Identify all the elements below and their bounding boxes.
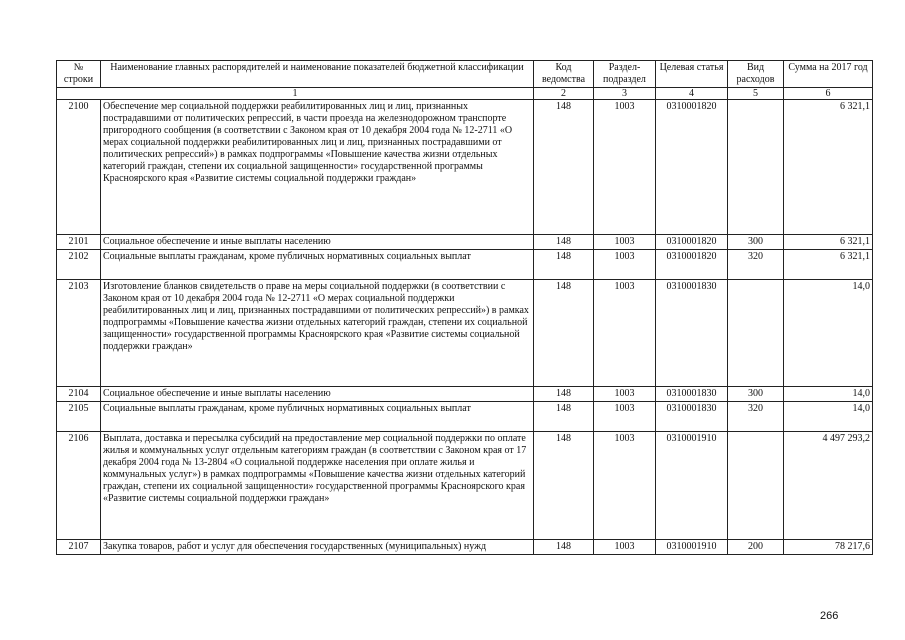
table-row (57, 280, 873, 387)
row-name: Изготовление бланков свидетельств о праве на меры социальной поддержки (в соответствии с Законом края от 10 декабря 2004 года № 12-2711 «О мерах социальной поддержки реабилитированных лиц и лиц, признанных пострадавшими от политических репрессий») в рамках подпрограммы «Повышение качества жизни отдельных категорий граждан, степени их социальной защищенности» государственной программы Красноярского края «Развитие системы социальной поддержки граждан» (101, 280, 534, 387)
row-name: Социальные выплаты гражданам, кроме публичных нормативных социальных выплат (101, 250, 534, 280)
row-number: 2105 (57, 402, 101, 432)
row-amount: 6 321,1 (784, 100, 873, 235)
row-number: 2104 (57, 387, 101, 402)
row-amount: 6 321,1 (784, 235, 873, 250)
row-dept-code: 148 (534, 280, 594, 387)
table-row (57, 540, 873, 555)
row-expense-type (728, 432, 784, 540)
column-number-3: 3 (594, 88, 656, 100)
row-section: 1003 (594, 235, 656, 250)
row-section: 1003 (594, 280, 656, 387)
header-amount: Сумма на 2017 год (784, 61, 873, 88)
row-amount: 6 321,1 (784, 250, 873, 280)
row-dept-code: 148 (534, 432, 594, 540)
header-row-no: № строки (57, 61, 101, 88)
header-name: Наименование главных распорядителей и наименование показателей бюджетной классификации (101, 61, 534, 88)
header-target: Целевая статья (656, 61, 728, 88)
row-dept-code: 148 (534, 100, 594, 235)
row-name: Социальные выплаты гражданам, кроме публичных нормативных социальных выплат (101, 402, 534, 432)
column-number-5: 5 (728, 88, 784, 100)
header-dept-code: Код ведомства (534, 61, 594, 88)
header-row (57, 61, 873, 88)
row-target: 0310001830 (656, 280, 728, 387)
row-dept-code: 148 (534, 250, 594, 280)
header-expense-type: Вид расходов (728, 61, 784, 88)
row-amount: 4 497 293,2 (784, 432, 873, 540)
row-amount: 14,0 (784, 387, 873, 402)
table-row (57, 387, 873, 402)
row-target: 0310001830 (656, 402, 728, 432)
row-section: 1003 (594, 100, 656, 235)
row-expense-type: 320 (728, 250, 784, 280)
table-row (57, 402, 873, 432)
row-dept-code: 148 (534, 235, 594, 250)
row-target: 0310001910 (656, 540, 728, 555)
column-number-row (57, 88, 873, 100)
row-name: Выплата, доставка и пересылка субсидий на предоставление мер социальной поддержки по оплате жилья и коммунальных услуг отдельным категориям граждан (в соответствии с Законом края от 17 декабря 2004 года № 13-2804 «О социальной поддержке населения при оплате жилья и коммунальных услуг») в рамках подпрограммы «Повышение качества жизни отдельных категорий граждан, степени их социальной защищенности» государственной программы Красноярского края «Развитие системы социальной поддержки граждан» (101, 432, 534, 540)
row-number: 2102 (57, 250, 101, 280)
row-amount: 14,0 (784, 280, 873, 387)
row-target: 0310001830 (656, 387, 728, 402)
table-row (57, 432, 873, 540)
row-section: 1003 (594, 402, 656, 432)
row-expense-type (728, 100, 784, 235)
row-target: 0310001820 (656, 235, 728, 250)
row-expense-type (728, 280, 784, 387)
column-number-2: 2 (534, 88, 594, 100)
row-section: 1003 (594, 387, 656, 402)
row-number: 2103 (57, 280, 101, 387)
row-number: 2107 (57, 540, 101, 555)
row-expense-type: 300 (728, 235, 784, 250)
row-expense-type: 300 (728, 387, 784, 402)
row-name: Социальное обеспечение и иные выплаты населению (101, 235, 534, 250)
column-number-1: 1 (57, 88, 534, 100)
row-dept-code: 148 (534, 387, 594, 402)
row-section: 1003 (594, 250, 656, 280)
header-section: Раздел-подраздел (594, 61, 656, 88)
row-name: Обеспечение мер социальной поддержки реабилитированных лиц и лиц, признанных пострадавшими от политических репрессий, в части проезда на железнодорожном транспорте пригородного сообщения (в соответствии с Законом края от 10 декабря 2004 года № 12-2711 «О мерах социальной поддержки реабилитированных лиц и лиц, признанных пострадавшими от политических репрессий») в рамках подпрограммы «Повышение качества жизни отдельных категорий граждан, степени их социальной защищенности» государственной программы Красноярского края «Развитие системы социальной поддержки граждан» (101, 100, 534, 235)
row-target: 0310001910 (656, 432, 728, 540)
budget-table (56, 60, 873, 555)
row-target: 0310001820 (656, 100, 728, 235)
table-row (57, 250, 873, 280)
row-section: 1003 (594, 432, 656, 540)
column-number-4: 4 (656, 88, 728, 100)
row-number: 2106 (57, 432, 101, 540)
row-section: 1003 (594, 540, 656, 555)
row-number: 2100 (57, 100, 101, 235)
row-number: 2101 (57, 235, 101, 250)
row-expense-type: 200 (728, 540, 784, 555)
row-name: Социальное обеспечение и иные выплаты населению (101, 387, 534, 402)
table-row (57, 235, 873, 250)
row-amount: 14,0 (784, 402, 873, 432)
row-dept-code: 148 (534, 402, 594, 432)
row-target: 0310001820 (656, 250, 728, 280)
page-number: 266 (820, 610, 839, 622)
row-expense-type: 320 (728, 402, 784, 432)
table-row (57, 100, 873, 235)
column-number-6: 6 (784, 88, 873, 100)
row-dept-code: 148 (534, 540, 594, 555)
row-name: Закупка товаров, работ и услуг для обеспечения государственных (муниципальных) нужд (101, 540, 534, 555)
row-amount: 78 217,6 (784, 540, 873, 555)
